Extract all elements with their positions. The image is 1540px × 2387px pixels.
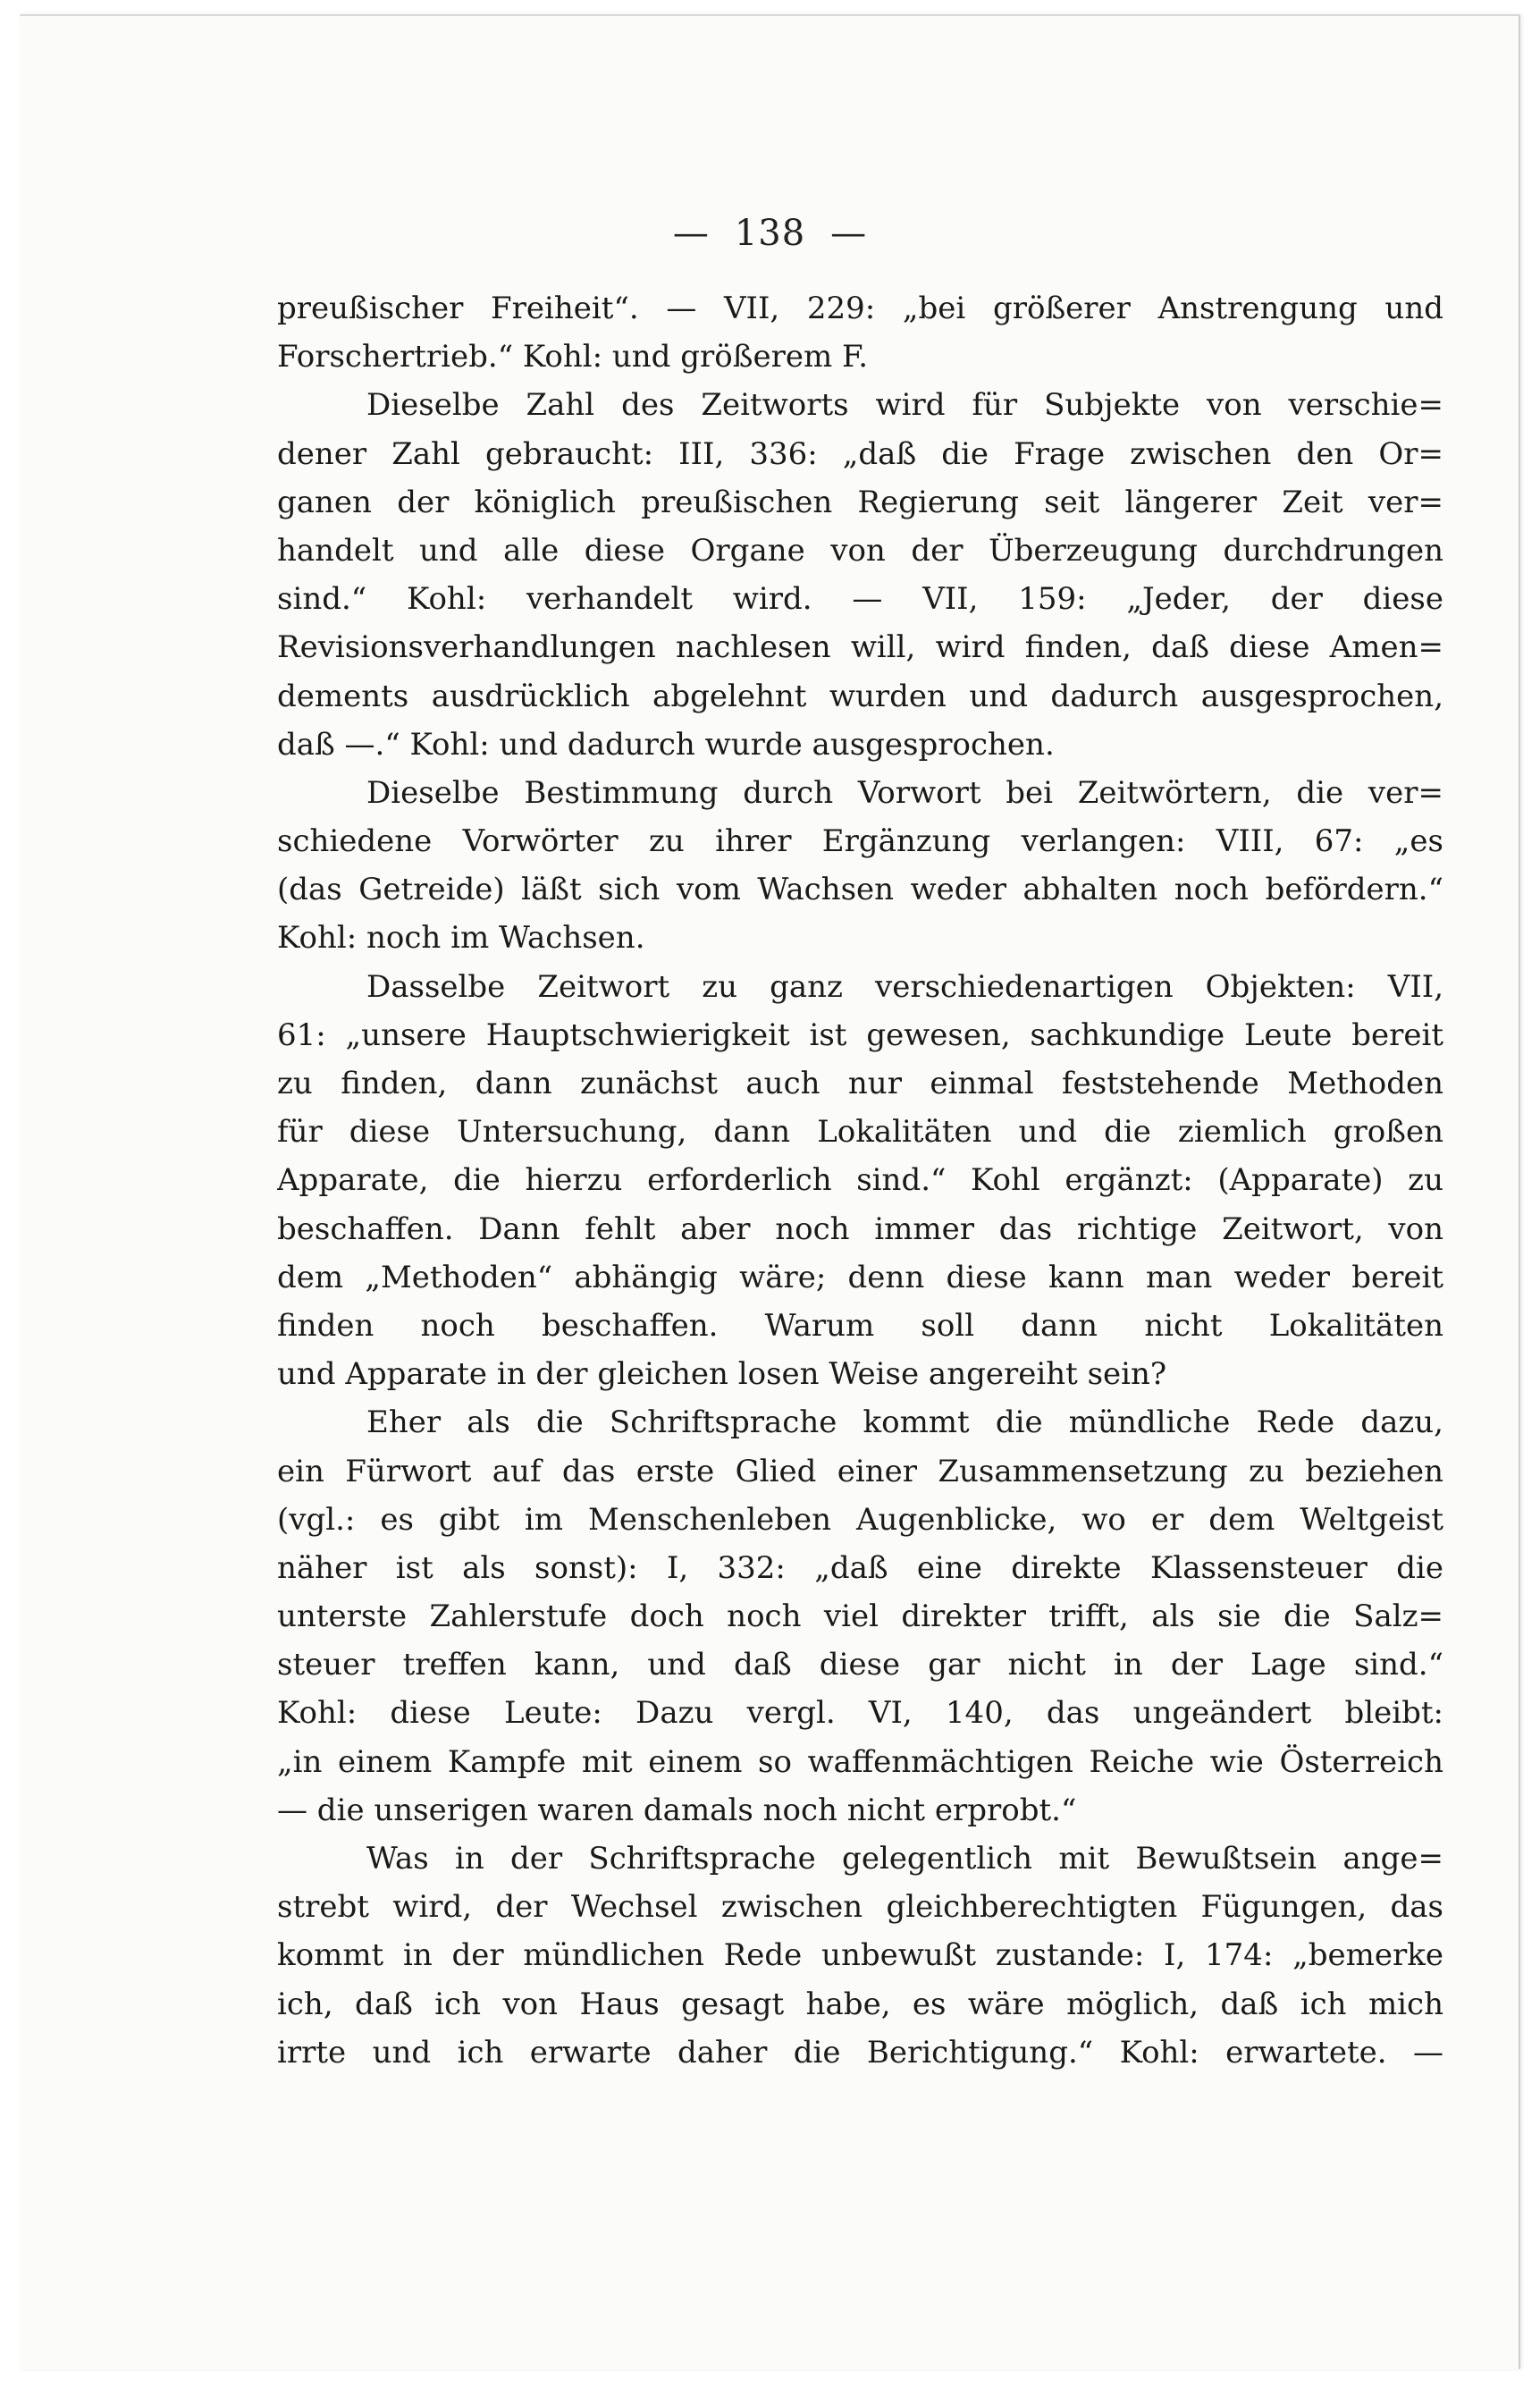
text-line: Forschertrieb.“ Kohl: und größerem F.: [277, 339, 869, 375]
text-line: Revisionsverhandlungen nachlesen will, wird finden, daß diese Amen=: [277, 629, 1443, 666]
body-text: [277, 284, 1443, 2077]
text-line: schiedene Vorwörter zu ihrer Ergänzung verlangen: VIII, 67: „es: [277, 823, 1443, 860]
text-line: — die unserigen waren damals noch nicht erprobt.“: [277, 1792, 1077, 1828]
text-line: zu finden, dann zunächst auch nur einmal feststehende Methoden: [277, 1066, 1443, 1101]
text-line: für diese Untersuchung, dann Lokalitäten und die ziemlich großen: [277, 1114, 1443, 1151]
text-line: ich, daß ich von Haus gesagt habe, es wäre möglich, daß ich mich: [277, 1986, 1443, 2022]
text-line: näher ist als sonst): I, 332: „daß eine direkte Klassensteuer die: [277, 1549, 1443, 1586]
text-line: beschaffen. Dann fehlt aber noch immer das richtige Zeitwort, von: [277, 1210, 1443, 1247]
text-line: Kohl: noch im Wachsen.: [277, 920, 645, 957]
page-number-dash-left: —: [672, 213, 710, 254]
text-line: Kohl: diese Leute: Dazu vergl. VI, 140, das ungeändert bleibt:: [277, 1695, 1443, 1732]
text-line: dener Zahl gebraucht: III, 336: „daß die Frage zwischen den Or=: [277, 435, 1443, 472]
text-line: steuer treffen kann, und daß diese gar nicht in der Lage sind.“: [277, 1647, 1443, 1683]
text-line: Dieselbe Bestimmung durch Vorwort bei Zeitwörtern, die ver=: [366, 774, 1443, 811]
text-line: Eher als die Schriftsprache kommt die mündliche Rede dazu,: [366, 1404, 1443, 1441]
text-line: preußischer Freiheit“. — VII, 229: „bei größerer Anstrengung und: [277, 291, 1443, 326]
text-line: „in einem Kampfe mit einem so waffenmächtigen Reiche wie Österreich: [277, 1743, 1443, 1780]
text-line: (vgl.: es gibt im Menschenleben Augenblicke, wo er dem Weltgeist: [277, 1501, 1443, 1538]
text-line: Dieselbe Zahl des Zeitworts wird für Subjekte von verschie=: [366, 387, 1443, 424]
text-line: irrte und ich erwarte daher die Berichtigung.“ Kohl: erwartete. —: [277, 2034, 1443, 2071]
text-line: Was in der Schriftsprache gelegentlich mit Bewußtsein ange=: [366, 1841, 1443, 1877]
text-line: dements ausdrücklich abgelehnt wurden und dadurch ausgesprochen,: [277, 678, 1443, 714]
text-line: sind.“ Kohl: verhandelt wird. — VII, 159: „Jeder, der diese: [277, 581, 1443, 618]
text-line: 61: „unsere Hauptschwierigkeit ist gewesen, sachkundige Leute bereit: [277, 1016, 1443, 1053]
text-line: daß —.“ Kohl: und dadurch wurde ausgesprochen.: [277, 726, 1055, 763]
text-line: finden noch beschaffen. Warum soll dann nicht Lokalitäten: [277, 1307, 1443, 1344]
text-line: und Apparate in der gleichen losen Weise angereiht sein?: [277, 1356, 1167, 1393]
page-number: [0, 213, 1540, 254]
text-line: ganen der königlich preußischen Regierung seit längerer Zeit ver=: [277, 484, 1443, 520]
text-line: dem „Methoden“ abhängig wäre; denn diese kann man weder bereit: [277, 1259, 1443, 1295]
text-line: (das Getreide) läßt sich vom Wachsen weder abhalten noch befördern.“: [277, 872, 1443, 908]
text-line: ein Fürwort auf das erste Glied einer Zusammensetzung zu beziehen: [277, 1453, 1443, 1489]
text-line: handelt und alle diese Organe von der Überzeugung durchdrungen: [277, 532, 1443, 569]
text-line: kommt in der mündlichen Rede unbewußt zustande: I, 174: „bemerke: [277, 1937, 1443, 1974]
text-line: Dasselbe Zeitwort zu ganz verschiedenartigen Objekten: VII,: [366, 968, 1443, 1005]
text-line: unterste Zahlerstufe doch noch viel direkter trifft, als sie die Salz=: [277, 1598, 1443, 1635]
text-line: strebt wird, der Wechsel zwischen gleichberechtigten Fügungen, das: [277, 1889, 1443, 1926]
page-number-dash-right: —: [830, 213, 868, 254]
page-number-value: 138: [734, 213, 806, 254]
text-line: Apparate, die hierzu erforderlich sind.“ Kohl ergänzt: (Apparate) zu: [277, 1162, 1443, 1199]
